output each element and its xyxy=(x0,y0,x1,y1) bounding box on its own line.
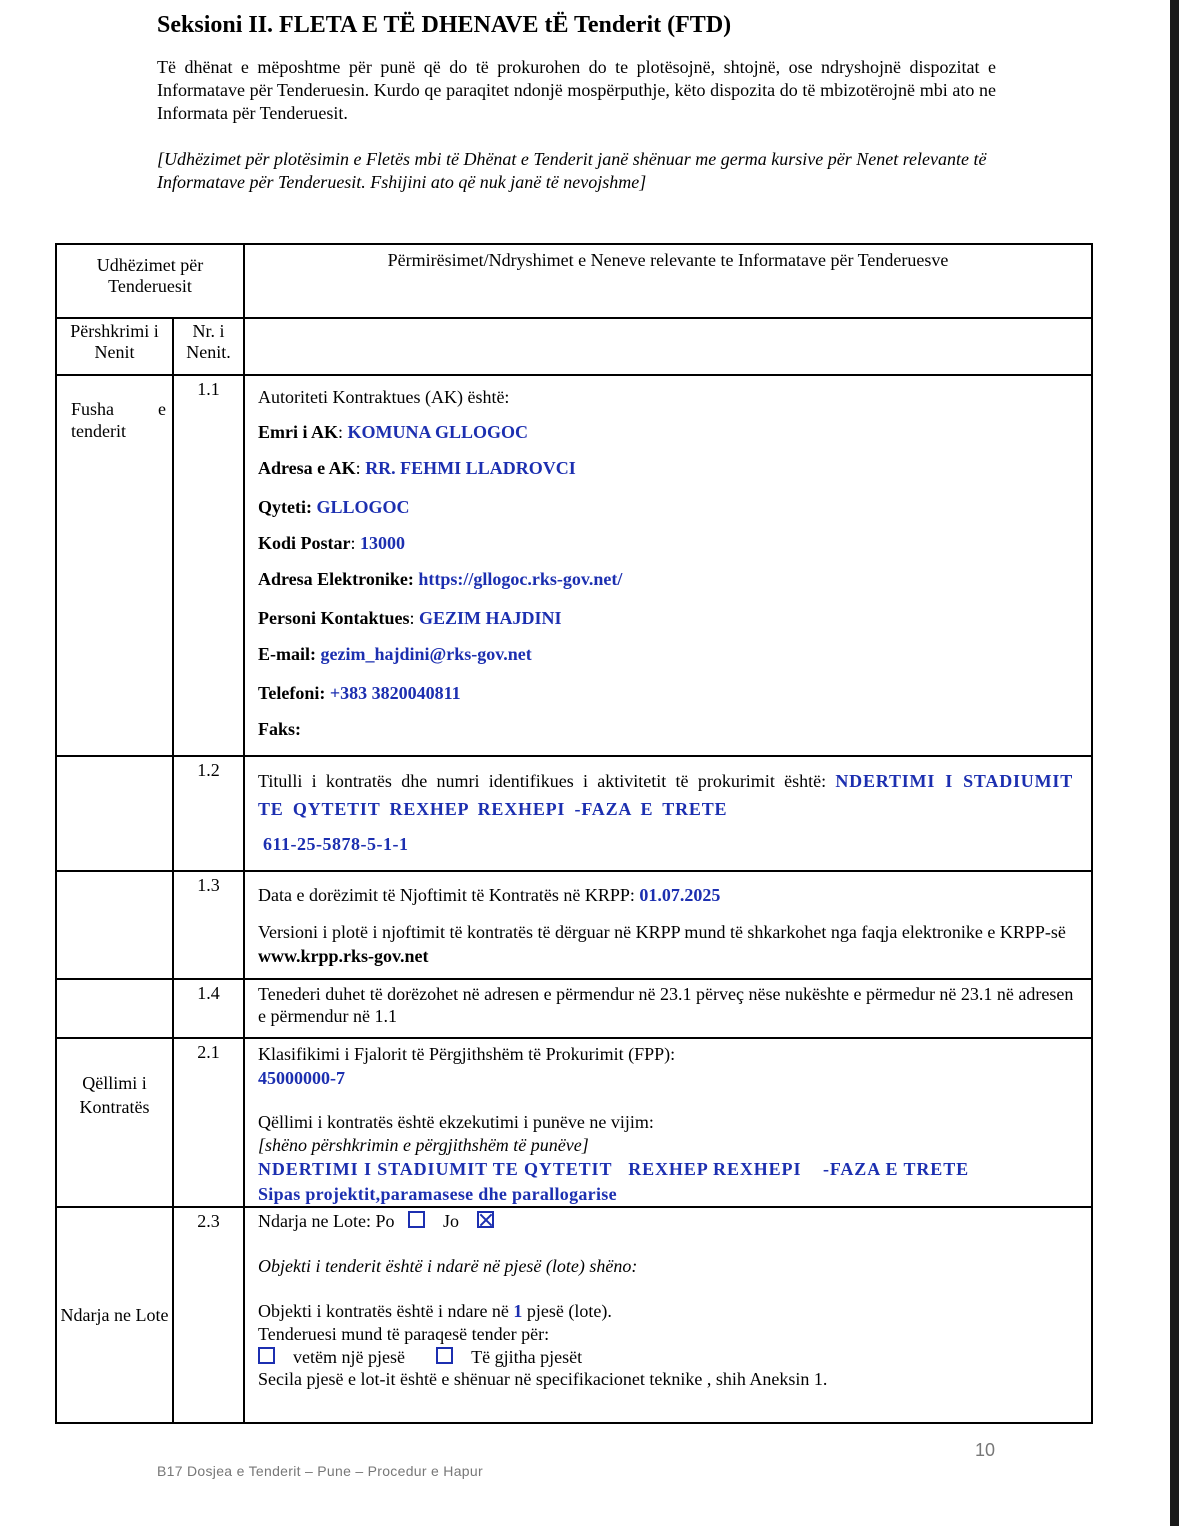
page-edge-bar xyxy=(1170,0,1179,1526)
value: GEZIM HAJDINI xyxy=(419,608,562,628)
lots-division-label: Ndarja ne Lote: Po xyxy=(258,1211,395,1231)
col-article-description: Përshkrimi i Nenit xyxy=(56,318,173,375)
activity-id: 611-25-5878-5-1-1 xyxy=(263,834,409,854)
contract-title-value: NDERTIMI I STADIUMIT TE QYTETIT REXHEP REXHEPI -FAZA E TRETE xyxy=(258,771,1073,819)
lots-division xyxy=(258,1210,1083,1232)
tender-data-table xyxy=(55,243,1093,1424)
section-title: Seksioni II. FLETA E TË DHENAVE tË Tenderit (FTD) xyxy=(157,12,732,38)
page-footer: B17 Dosjea e Tenderit – Pune – Procedur e Hapur xyxy=(157,1463,483,1479)
contract-title-label: Titulli i kontratës dhe numri identifikues i aktivitetit të prokurimit është: xyxy=(258,771,827,791)
value: KOMUNA GLLOGOC xyxy=(347,422,529,442)
header-amendments: Përmirësimet/Ndryshimet e Neneve relevante te Informatave për Tenderuesve xyxy=(244,244,1092,318)
row-number: 2.3 xyxy=(173,1207,244,1423)
row-description xyxy=(56,979,173,1038)
notice-date-value: 01.07.2025 xyxy=(639,885,721,905)
table-subheader-row xyxy=(56,318,1092,375)
row-description: Qëllimi i Kontratës xyxy=(56,1038,173,1207)
row-number: 1.2 xyxy=(173,756,244,871)
authority-email xyxy=(258,643,1083,665)
option-one-lot-label: vetëm një pjesë xyxy=(293,1347,405,1367)
authority-intro: Autoriteti Kontraktues (AK) është: xyxy=(258,387,510,407)
cpv-label: Klasifikimi i Fjalorit të Përgjithshëm të Prokurimit (FPP): xyxy=(258,1044,676,1064)
label: Adresa Elektronike: xyxy=(258,569,414,589)
label: Telefoni: xyxy=(258,683,326,703)
authority-address: Adresa e AK: RR. FEHMI LLADROVCI xyxy=(258,458,576,478)
table-row xyxy=(56,871,1092,979)
lots-count: 1 xyxy=(513,1301,523,1321)
page-number: 10 xyxy=(975,1440,996,1460)
purpose-text: Qëllimi i kontratës është ekzekutimi i punëve ne vijim: xyxy=(258,1112,654,1132)
lots-prefix: Objekti i kontratës është i ndare në xyxy=(258,1301,509,1321)
authority-postal-code: Kodi Postar: 13000 xyxy=(258,533,406,553)
row-number: 1.3 xyxy=(173,871,244,979)
lots-count-line xyxy=(258,1300,1083,1322)
label: Personi Kontaktues xyxy=(258,608,410,628)
authority-website xyxy=(258,568,1083,590)
tender-for: Tenderuesi mund të paraqesë tender për: xyxy=(258,1324,550,1344)
instructions-note: [Udhëzimet për plotësimin e Fletës mbi të Dhënat e Tenderit janë shënuar me germa kursive për Nenet relevante të Informatave për Tenderuesit. Fshijini ato që nuk janë të nevojshme] xyxy=(157,149,987,192)
label: Emri i AK xyxy=(258,422,338,442)
lots-jo-checkbox[interactable] xyxy=(477,1211,494,1228)
notice-date-label: Data e dorëzimit të Njoftimit të Kontratës në KRPP: xyxy=(258,885,635,905)
submission-address-text: Tenederi duhet të dorëzohet në adresen e përmendur në 23.1 përveç nëse nukështe e përmedur në 23.1 në adresen e përmendur në 1.1 xyxy=(258,984,1074,1026)
lots-hint: Objekti i tenderit është i ndarë në pjesë (lote) shëno: xyxy=(258,1256,638,1276)
value: GLLOGOC xyxy=(316,497,410,517)
authority-fax: Faks: xyxy=(258,719,302,739)
option-all-lots-label: Të gjitha pjesët xyxy=(471,1347,583,1367)
row-content xyxy=(244,375,1092,756)
value: https://gllogoc.rks-gov.net/ xyxy=(418,569,623,589)
row-content xyxy=(244,756,1092,871)
table-row xyxy=(56,979,1092,1038)
contract-title xyxy=(258,767,1073,823)
lots-po-checkbox[interactable] xyxy=(408,1211,425,1228)
value: 13000 xyxy=(360,533,406,553)
table-row xyxy=(56,1207,1092,1423)
value: RR. FEHMI LLADROVCI xyxy=(365,458,576,478)
authority-contact: Personi Kontaktues: GEZIM HAJDINI xyxy=(258,608,562,628)
table-row xyxy=(56,375,1092,756)
cpv-value: 45000000-7 xyxy=(258,1068,345,1088)
works-note: Sipas projektit,paramasese dhe parallogarise xyxy=(258,1184,617,1204)
lots-jo-label: Jo xyxy=(442,1211,459,1231)
label: Qyteti: xyxy=(258,497,312,517)
option-all-lots-checkbox[interactable] xyxy=(436,1347,453,1364)
authority-phone xyxy=(258,682,1083,704)
row-description: Fusha e tenderit xyxy=(56,375,173,756)
authority-name: Emri i AK: KOMUNA GLLOGOC xyxy=(258,422,529,442)
row-content xyxy=(244,1207,1092,1423)
label: Adresa e AK xyxy=(258,458,356,478)
value: +383 3820040811 xyxy=(329,683,461,703)
notice-version xyxy=(258,920,1083,968)
subheader-empty-cell xyxy=(244,318,1092,375)
row-description xyxy=(56,756,173,871)
header-instructions: Udhëzimet për Tenderuesit xyxy=(56,244,244,318)
label: Kodi Postar xyxy=(258,533,351,553)
tender-options xyxy=(258,1346,1083,1368)
row-content xyxy=(244,871,1092,979)
purpose-hint: [shëno përshkrimin e përgjithshëm të punëve] xyxy=(258,1135,589,1155)
lots-suffix: pjesë (lote). xyxy=(526,1301,612,1321)
row-number: 2.1 xyxy=(173,1038,244,1207)
table-row xyxy=(56,1038,1092,1207)
krpp-site-link: www.krpp.rks-gov.net xyxy=(258,946,429,966)
row-number: 1.1 xyxy=(173,375,244,756)
option-one-lot-checkbox[interactable] xyxy=(258,1347,275,1364)
works-value: NDERTIMI I STADIUMIT TE QYTETIT REXHEP REXHEPI -FAZA E TRETE xyxy=(258,1159,970,1179)
notice-date xyxy=(258,884,1083,906)
intro-paragraph: Të dhënat e mëposhtme për punë që do të prokurohen do te plotësojnë, shtojnë, ose ndryshojnë dispozitat e Informatave për Tenderuesin. Kurdo qe paraqitet ndonjë mospërputhje, këto dispozita do të mbizotërojnë mbi ato ne Informata për Tenderuesit. xyxy=(157,57,996,123)
table-header-row xyxy=(56,244,1092,318)
label: E-mail: xyxy=(258,644,316,664)
col-article-number: Nr. i Nenit. xyxy=(173,318,244,375)
notice-version-text: Versioni i plotë i njoftimit të kontratës të dërguar në KRPP mund të shkarkohet nga faqja elektronike e KRPP-së xyxy=(258,922,1066,942)
row-description: Ndarja ne Lote xyxy=(56,1207,173,1423)
table-row xyxy=(56,756,1092,871)
authority-city xyxy=(258,496,1083,518)
row-content xyxy=(244,1038,1092,1207)
value: gezim_hajdini@rks-gov.net xyxy=(320,644,532,664)
spec-note: Secila pjesë e lot-it është e shënuar në specifikacionet teknike , shih Aneksin 1. xyxy=(258,1369,828,1389)
row-number: 1.4 xyxy=(173,979,244,1038)
row-description xyxy=(56,871,173,979)
row-content xyxy=(244,979,1092,1038)
